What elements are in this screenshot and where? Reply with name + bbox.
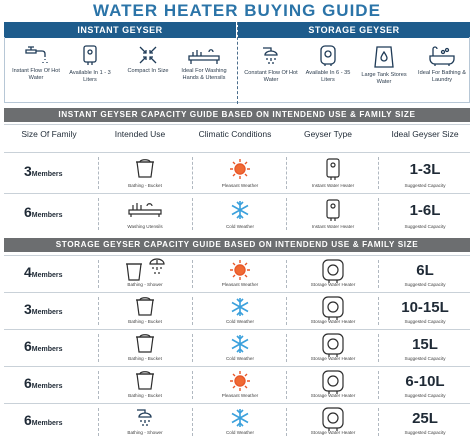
climate-label: Pleasant Weather [221,393,259,398]
members-count: 6 [24,338,32,354]
members-count: 6 [24,204,32,220]
family-cell [4,404,98,440]
ideal-size: 1-3L [409,161,441,178]
members-text [24,204,63,220]
climate-cell [194,367,286,403]
members-label: Members [31,272,63,279]
use-cell [100,293,190,329]
members-text [24,375,63,391]
use-cell [100,330,190,366]
table-row [4,153,470,193]
col-separator [192,198,193,230]
col-separator [192,371,193,399]
storage-section-header: STORAGE GEYSER CAPACITY GUIDE BASED ON INTENDEND USE & FAMILY SIZE [4,238,470,252]
ideal-cell [380,194,470,234]
members-count: 3 [24,301,32,317]
use-label: Bathing - Bucket [128,319,162,324]
use-label: Bathing - Shower [127,430,163,435]
table-row [4,367,470,403]
col-separator [378,260,379,288]
feature-shower [243,38,299,102]
climate-cell [194,256,286,292]
use-label: Bathing - Shower [127,282,163,287]
table-row [4,194,470,234]
col-separator [98,297,99,325]
col-separator [378,371,379,399]
large-tank-icon [356,44,412,70]
tab-storage-geyser[interactable]: STORAGE GEYSER [238,22,470,38]
members-count: 6 [24,412,32,428]
climate-label: Cold Weather [225,319,254,324]
col-separator [98,198,99,230]
members-text [24,412,63,428]
col-separator [98,408,99,436]
ideal-cell [380,153,470,193]
type-label: Storage Water Heater [310,356,356,361]
suggested-capacity-label: Suggested Capacity [404,430,446,435]
members-text [24,301,63,317]
shower-icon [243,44,299,68]
ideal-cell [380,330,470,366]
feature-label: Available In 1 - 3 Liters [69,70,111,83]
type-cell [288,256,378,292]
members-count: 6 [24,375,32,391]
col-separator [286,408,287,436]
type-cell [288,330,378,366]
col-separator [286,198,287,230]
col-separator [98,371,99,399]
bathtub-icon [414,44,470,68]
suggested-capacity-label: Suggested Capacity [404,356,446,361]
feature-small-heater [62,38,118,102]
col-separator [378,297,379,325]
use-cell [100,256,190,292]
members-text [24,338,63,354]
type-label: Storage Water Heater [310,393,356,398]
col-separator [286,334,287,362]
climate-cell [194,153,286,193]
feature-label: Instant Flow Of Hot Water [12,68,60,81]
feature-label: Ideal For Bathing & Laundry [418,70,466,83]
ideal-size: 6-10L [405,373,445,390]
col-separator [286,260,287,288]
members-text [24,163,63,179]
members-label: Members [31,383,63,390]
col-separator [378,334,379,362]
climate-label: Cold Weather [225,224,254,229]
suggested-capacity-label: Suggested Capacity [404,319,446,324]
family-cell [4,194,98,234]
col-separator [286,157,287,189]
feature-label: Constant Flow Of Hot Water [244,70,298,83]
col-separator [378,157,379,189]
climate-cell [194,330,286,366]
climate-cell [194,404,286,440]
members-label: Members [31,420,63,427]
climate-label: Cold Weather [225,356,254,361]
compact-arrows-icon [120,44,176,66]
col-separator [192,260,193,288]
use-cell [100,404,190,440]
instant-section-header: INSTANT GEYSER CAPACITY GUIDE BASED ON INTENDEND USE & FAMILY SIZE [4,108,470,122]
ideal-size: 1-6L [409,202,441,219]
members-label: Members [31,346,63,353]
col-header-climate: Climatic Conditions [198,129,272,139]
table-row [4,330,470,366]
feature-large-tank [356,38,412,102]
col-header-family: Size Of Family [21,129,77,139]
col-header-use: Intended Use [114,129,166,139]
ideal-size: 10-15L [401,299,449,316]
table-row [4,293,470,329]
tab-instant-geyser[interactable]: INSTANT GEYSER [4,22,236,38]
type-cell [288,153,378,193]
col-separator [192,157,193,189]
col-separator [286,297,287,325]
family-cell [4,367,98,403]
type-cell [288,404,378,440]
suggested-capacity-label: Suggested Capacity [404,183,446,188]
col-separator [378,198,379,230]
use-cell [100,367,190,403]
ideal-cell [380,367,470,403]
climate-cell [194,293,286,329]
col-separator [98,157,99,189]
type-label: Storage Water Heater [310,282,356,287]
col-separator [192,297,193,325]
type-label: Instant Water Heater [311,183,355,188]
comparison-divider [237,22,238,104]
climate-label: Pleasant Weather [221,183,259,188]
feature-label: Large Tank Stores Water [361,72,407,85]
family-cell [4,293,98,329]
ideal-size: 6L [416,262,434,279]
col-header-type: Geyser Type [303,129,353,139]
col-separator [192,408,193,436]
ideal-cell [380,293,470,329]
ideal-cell [380,404,470,440]
col-separator [98,334,99,362]
climate-label: Cold Weather [225,430,254,435]
members-label: Members [31,309,63,316]
feature-faucet [8,38,64,102]
table-row [4,256,470,292]
col-separator [378,408,379,436]
table-row [4,404,470,440]
members-count: 4 [24,264,32,280]
suggested-capacity-label: Suggested Capacity [404,282,446,287]
ideal-cell [380,256,470,292]
type-label: Storage Water Heater [310,319,356,324]
feature-label: Ideal For Washing Hands & Utensils [181,68,227,81]
use-label: Washing Utensils [127,224,163,229]
members-label: Members [31,212,63,219]
family-cell [4,153,98,193]
ideal-size: 25L [412,410,438,427]
type-cell [288,367,378,403]
type-cell [288,194,378,234]
climate-label: Pleasant Weather [221,282,259,287]
col-header-ideal: Ideal Geyser Size [391,129,459,139]
feature-label: Available In 6 - 35 Liters [305,70,351,83]
use-cell [100,153,190,193]
col-separator [286,371,287,399]
use-label: Bathing - Bucket [128,183,162,188]
col-separator [98,260,99,288]
climate-cell [194,194,286,234]
type-label: Storage Water Heater [310,430,356,435]
tank-heater-icon [300,44,356,68]
use-label: Bathing - Bucket [128,356,162,361]
family-cell [4,330,98,366]
suggested-capacity-label: Suggested Capacity [404,393,446,398]
members-label: Members [31,171,63,178]
use-label: Bathing - Bucket [128,393,162,398]
feature-sink [176,38,232,102]
type-cell [288,293,378,329]
col-separator [192,334,193,362]
faucet-icon [8,44,64,66]
sink-icon [176,44,232,66]
suggested-capacity-label: Suggested Capacity [404,224,446,229]
feature-label: Compact In Size [127,68,169,74]
page-title: WATER HEATER BUYING GUIDE [93,1,381,20]
type-label: Instant Water Heater [311,224,355,229]
feature-bathtub [414,38,470,102]
use-cell [100,194,190,234]
members-text [24,264,63,280]
small-heater-icon [62,44,118,68]
members-count: 3 [24,163,32,179]
feature-compact-arrows [120,38,176,102]
ideal-size: 15L [412,336,438,353]
feature-tank-heater [300,38,356,102]
family-cell [4,256,98,292]
row-divider [4,124,470,125]
